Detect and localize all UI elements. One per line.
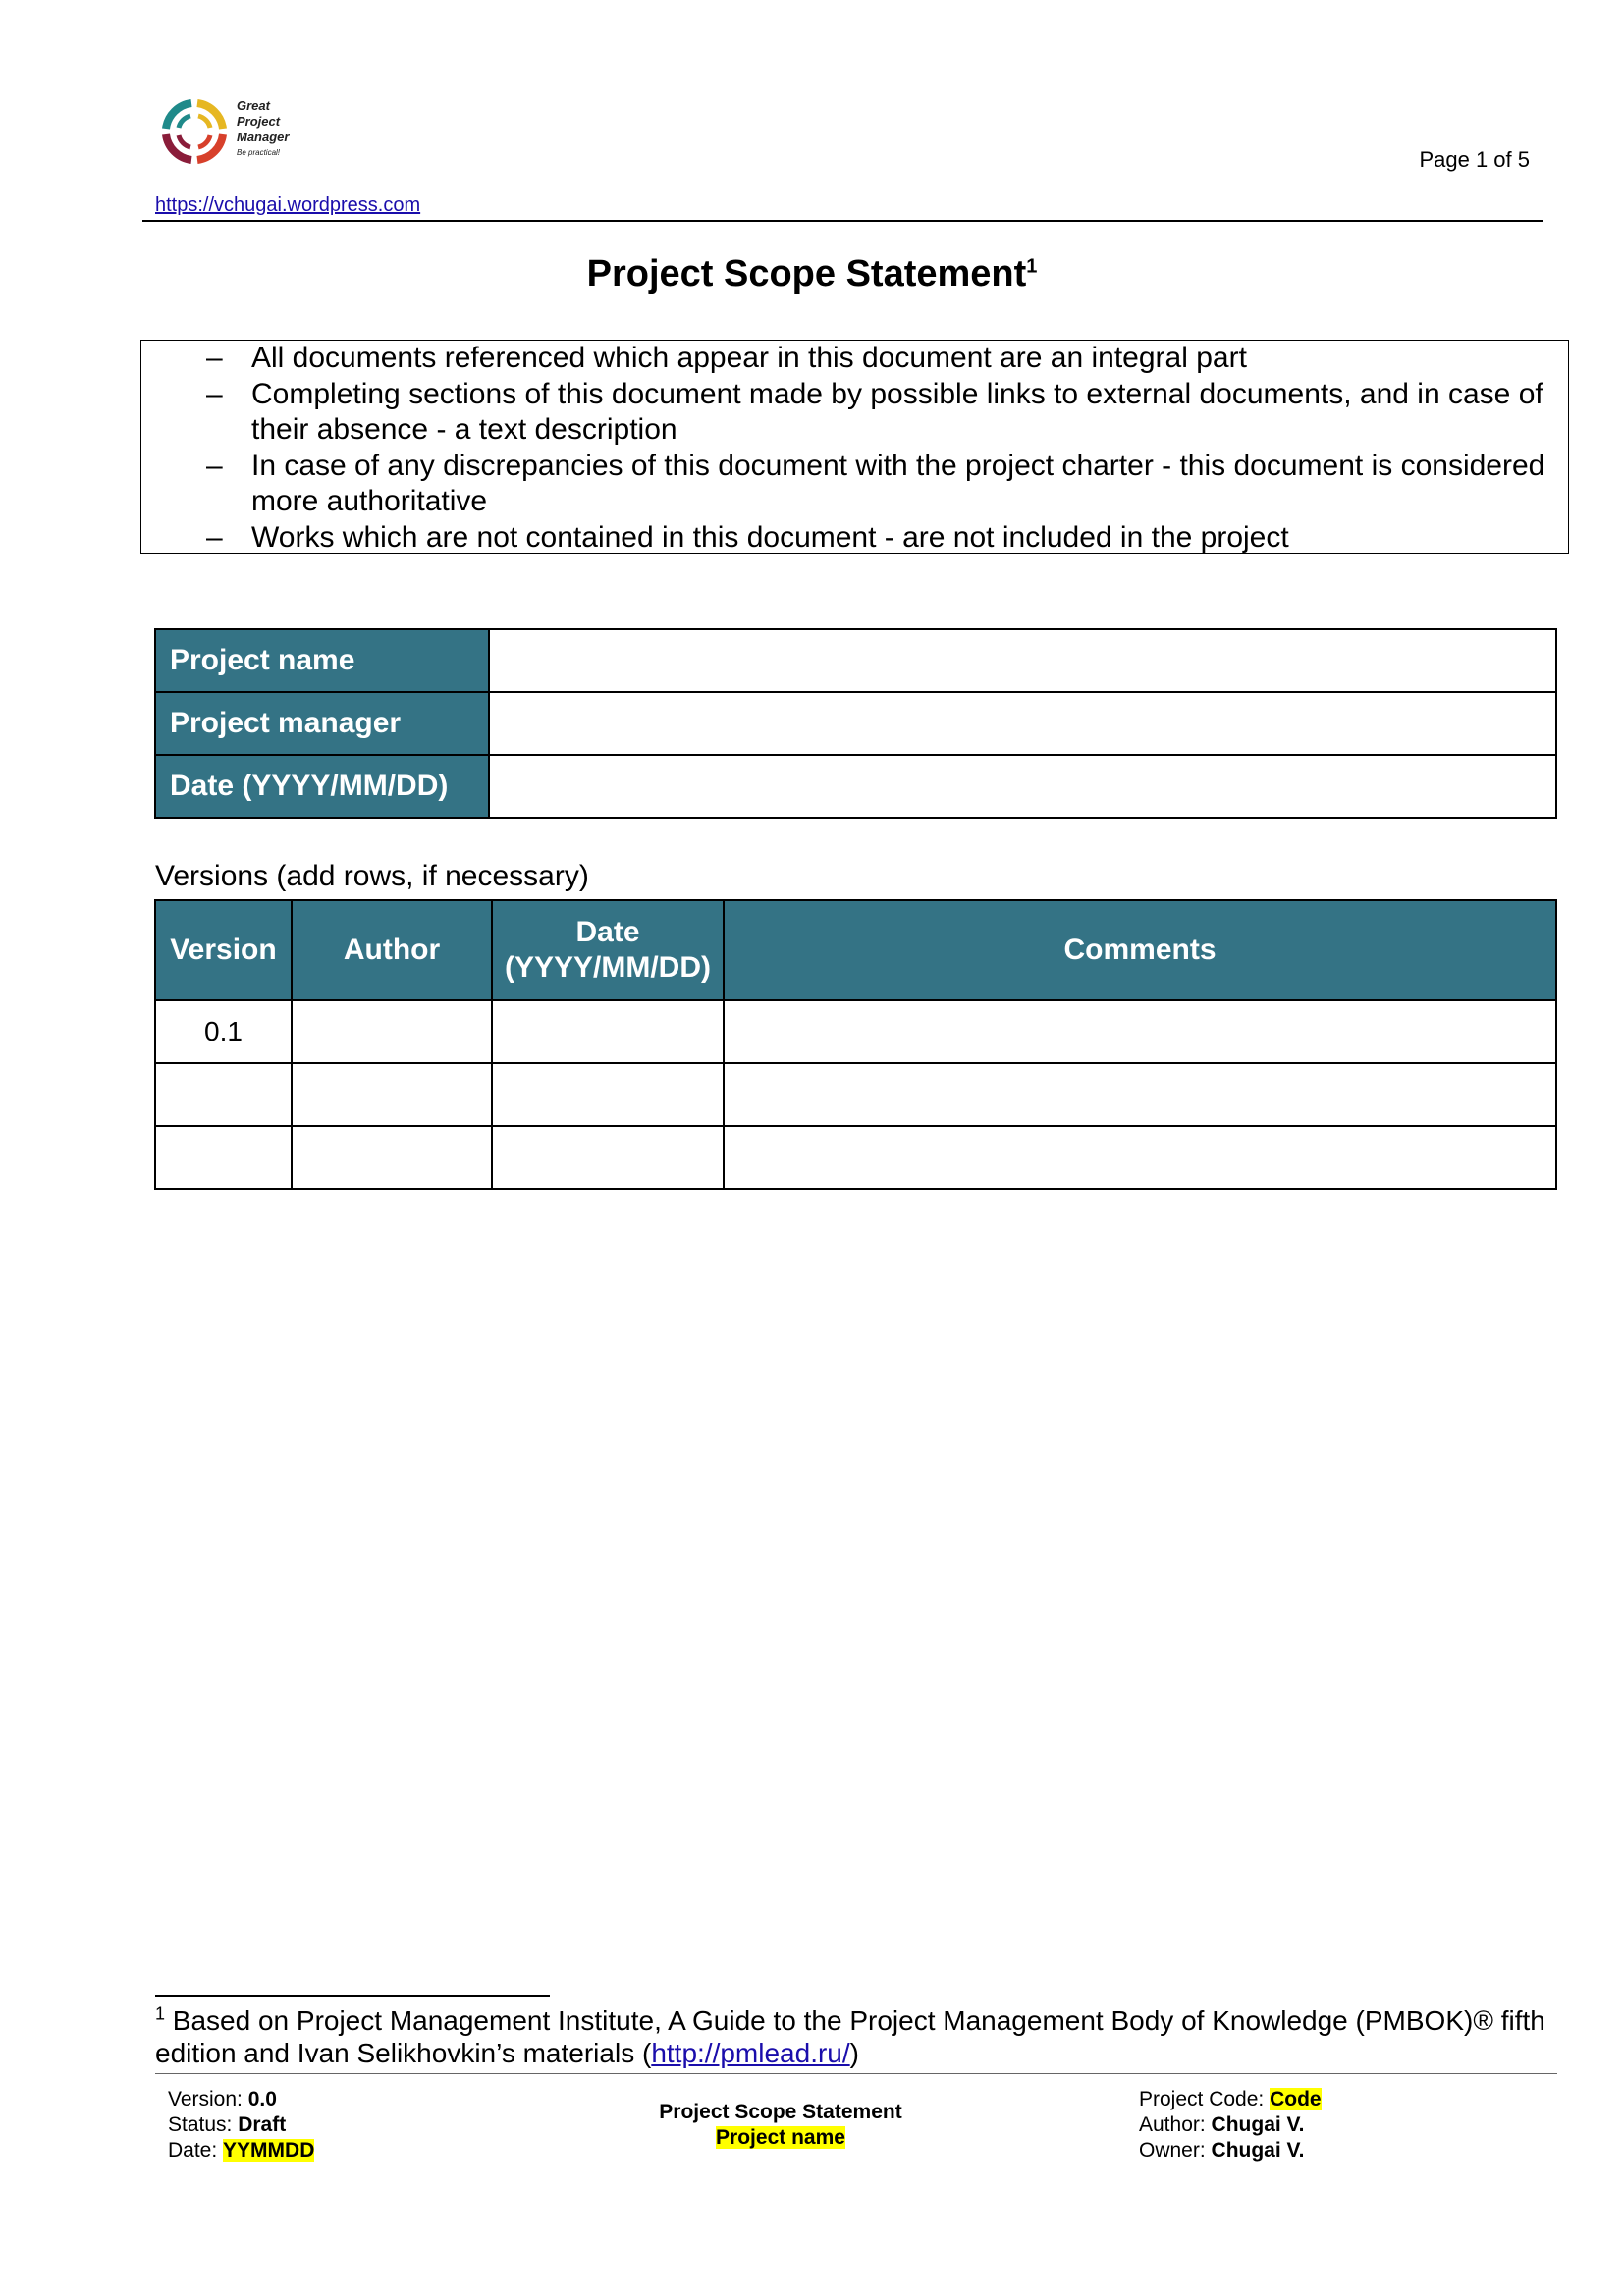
page-number: Page 1 of 5	[1419, 147, 1530, 172]
date-cell[interactable]	[492, 1126, 724, 1189]
comments-cell[interactable]	[724, 1000, 1556, 1063]
footer-date-label: Date:	[168, 2139, 224, 2162]
project-name-field[interactable]	[489, 629, 1556, 692]
table-row	[155, 755, 1556, 818]
footer-author-value: Chugai V.	[1211, 2113, 1305, 2136]
page-title	[0, 253, 1624, 295]
bullet-dash: –	[206, 342, 223, 374]
footer-doc-title: Project Scope Statement	[659, 2101, 902, 2123]
version-cell[interactable]: 0.1	[155, 1000, 292, 1063]
note-item	[206, 520, 1546, 557]
footnote-separator	[155, 1995, 550, 1997]
version-cell[interactable]	[155, 1063, 292, 1126]
footer-status-label: Status:	[168, 2113, 239, 2136]
logo-line-1: Great	[237, 98, 270, 113]
note-item	[206, 449, 1546, 520]
date-label: Date (YYYY/MM/DD)	[155, 755, 489, 818]
note-text: Completing sections of this document made by possible links to external documents, and in case of their absence - a text description	[251, 377, 1543, 446]
logo-line-3: Manager	[237, 130, 290, 144]
footer-status-value: Draft	[238, 2113, 287, 2136]
footer-center	[569, 2100, 992, 2151]
footer-divider	[155, 2073, 1557, 2074]
footer-version	[168, 2087, 314, 2112]
site-link[interactable]: https://vchugai.wordpress.com	[155, 194, 421, 216]
table-row	[155, 692, 1556, 755]
version-header: Version	[155, 900, 292, 1000]
footer-project-code	[1139, 2087, 1322, 2112]
footnote-close: )	[849, 2038, 859, 2068]
date-header-line-1: Date	[575, 916, 640, 948]
table-header-row	[155, 900, 1556, 1000]
comments-cell[interactable]	[724, 1126, 1556, 1189]
table-row	[155, 1000, 1556, 1063]
versions-table	[154, 899, 1557, 1190]
date-cell[interactable]	[492, 1000, 724, 1063]
bullet-dash: –	[206, 449, 223, 482]
table-row	[155, 1126, 1556, 1189]
title-footnote-ref[interactable]: 1	[1026, 255, 1038, 278]
footer-version-label: Version:	[168, 2088, 248, 2110]
footnote	[155, 2004, 1559, 2069]
comments-cell[interactable]	[724, 1063, 1556, 1126]
footer-left	[168, 2087, 314, 2163]
bullet-dash: –	[206, 377, 223, 410]
footer-owner	[1139, 2138, 1322, 2163]
footer-author	[1139, 2112, 1322, 2138]
notes-box	[140, 340, 1569, 554]
note-text: All documents referenced which appear in this document are an integral part	[251, 342, 1247, 374]
note-item	[206, 341, 1546, 377]
project-name-label: Project name	[155, 629, 489, 692]
note-text: In case of any discrepancies of this document with the project charter - this document is considered more authoritative	[251, 449, 1545, 517]
footnote-link[interactable]: http://pmlead.ru/	[651, 2038, 850, 2068]
date-cell[interactable]	[492, 1063, 724, 1126]
logo-line-2: Project	[237, 114, 281, 129]
note-item	[206, 377, 1546, 449]
footer-owner-value: Chugai V.	[1211, 2139, 1305, 2162]
footnote-text: Based on Project Management Institute, A Guide to the Project Management Body of Knowledge (PMBOK)® fifth edition and Ivan Selikhovkin’s materials (	[155, 2005, 1545, 2068]
notes-list	[206, 341, 1546, 556]
project-manager-label: Project manager	[155, 692, 489, 755]
versions-caption: Versions (add rows, if necessary)	[155, 860, 589, 892]
footnote-marker: 1	[155, 2003, 166, 2024]
footer-right	[1139, 2087, 1322, 2163]
table-row	[155, 1063, 1556, 1126]
footer-owner-label: Owner:	[1139, 2139, 1212, 2162]
title-text: Project Scope Statement	[586, 253, 1027, 294]
footer-project-name: Project name	[716, 2126, 845, 2149]
footer-author-label: Author:	[1139, 2113, 1212, 2136]
bullet-dash: –	[206, 520, 223, 554]
author-cell[interactable]	[292, 1000, 492, 1063]
date-field[interactable]	[489, 755, 1556, 818]
version-cell[interactable]	[155, 1126, 292, 1189]
footer-project-name-wrap	[569, 2125, 992, 2151]
header-divider	[142, 220, 1543, 222]
footer-code-label: Project Code:	[1139, 2088, 1271, 2110]
author-header: Author	[292, 900, 492, 1000]
author-cell[interactable]	[292, 1126, 492, 1189]
comments-header: Comments	[724, 900, 1556, 1000]
author-cell[interactable]	[292, 1063, 492, 1126]
note-text: Works which are not contained in this document - are not included in the project	[251, 520, 1289, 554]
logo-wordmark	[237, 98, 289, 161]
project-manager-field[interactable]	[489, 692, 1556, 755]
date-header-line-2: (YYYY/MM/DD)	[505, 951, 711, 984]
project-info-table	[154, 628, 1557, 819]
footer-version-value: 0.0	[247, 2088, 277, 2110]
footer-date-value: YYMMDD	[223, 2139, 315, 2162]
table-row	[155, 629, 1556, 692]
footer-date	[168, 2138, 314, 2163]
footer-code-value: Code	[1270, 2088, 1322, 2110]
date-header	[492, 900, 724, 1000]
footer-status	[168, 2112, 314, 2138]
logo-tagline: Be practical!	[237, 148, 281, 157]
